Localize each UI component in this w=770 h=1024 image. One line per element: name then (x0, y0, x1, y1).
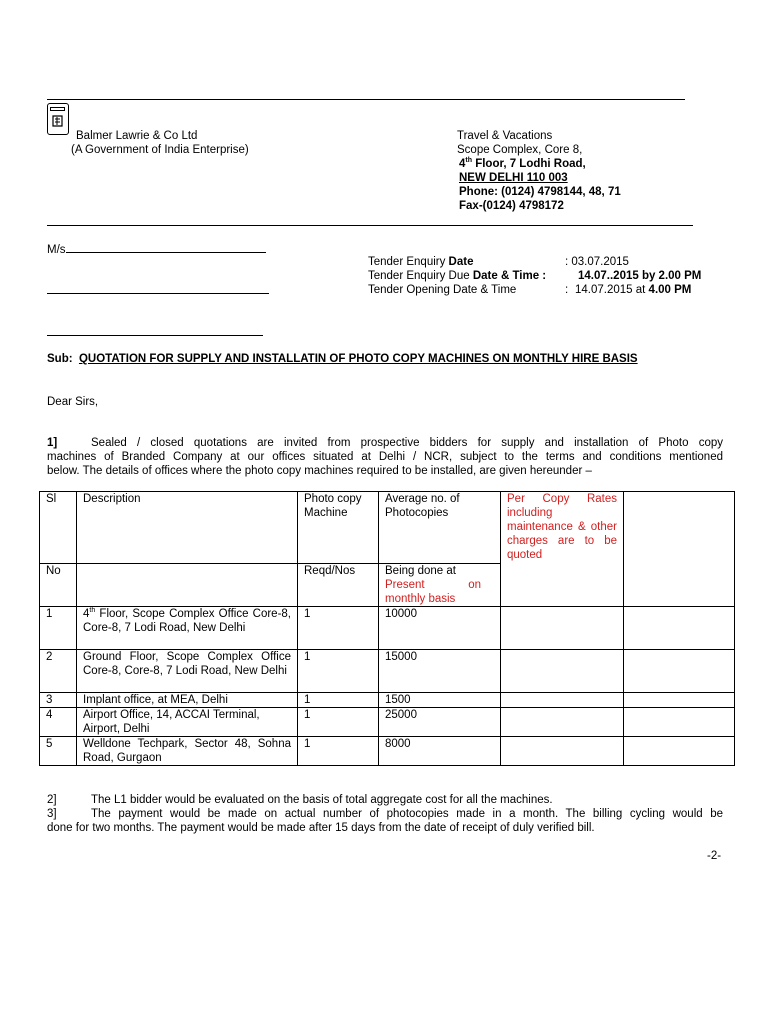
row-description: 4th Floor, Scope Complex Office Core-8, Core-8, 7 Lodi Road, New Delhi (77, 607, 298, 650)
address-line-3: NEW DELHI 110 003 (459, 172, 568, 184)
para3-line-2: done for two months. The payment would be made after 15 days from the date of receipt of duly verified bill. (47, 822, 595, 834)
header-present: Present on monthly basis (385, 579, 481, 605)
tender-enquiry-date-value: : 03.07.2015 (565, 256, 629, 268)
row-rate (501, 650, 624, 693)
salutation: Dear Sirs, (47, 396, 99, 408)
row-extra (624, 737, 735, 766)
row-reqd: 1 (298, 737, 379, 766)
row-sl: 4 (40, 708, 77, 737)
row-rate (501, 737, 624, 766)
row-description: Ground Floor, Scope Complex Office Core-8, Core-8, 7 Lodi Road, New Delhi (77, 650, 298, 693)
row-average: 10000 (379, 607, 501, 650)
row-sl: 2 (40, 650, 77, 693)
table-row (40, 607, 735, 650)
table-row (40, 693, 735, 708)
header-extra (624, 492, 735, 607)
addressee-ms: M/s (47, 241, 266, 257)
para1-line-3: below. The details of offices where the photo copy machines required to be installed, are given hereunder – (47, 465, 592, 477)
tender-opening-date: Tender Opening Date & Time (368, 284, 517, 296)
tender-opening-colon: : (565, 284, 569, 296)
header-description-blank (77, 564, 298, 607)
header-being-done (379, 564, 501, 607)
para3-number: 3] (47, 808, 57, 820)
fax-line: Fax-(0124) 4798172 (459, 200, 564, 212)
tender-enquiry-date: Tender Enquiry Date (368, 256, 474, 268)
row-extra (624, 693, 735, 708)
addressee-blank-line-2 (47, 282, 269, 294)
row-extra (624, 607, 735, 650)
tender-opening-date-value: 14.07.2015 at 4.00 PM (575, 284, 692, 296)
para1-line-2: machines of Branded Company at our offices situated at Delhi / NCR, subject to the terms and conditions mentioned (47, 451, 723, 463)
header-no: No (40, 564, 77, 607)
table-row (40, 650, 735, 693)
address-line-1: Scope Complex, Core 8, (457, 144, 583, 156)
row-rate (501, 607, 624, 650)
row-description: Airport Office, 14, ACCAI Terminal, Airport, Delhi (77, 708, 298, 737)
subject-line: Sub: QUOTATION FOR SUPPLY AND INSTALLATIN OF PHOTO COPY MACHINES ON MONTHLY HIRE BASIS (47, 353, 638, 365)
row-rate (501, 708, 624, 737)
row-reqd: 1 (298, 708, 379, 737)
row-extra (624, 708, 735, 737)
para2-number: 2] (47, 794, 57, 806)
header-being-done-line: Being done at (385, 565, 456, 577)
row-description: Welldone Techpark, Sector 48, Sohna Road, Gurgaon (77, 737, 298, 766)
para1-number: 1] (47, 437, 58, 449)
header-rates: Per Copy Rates including maintenance & other charges are to be quoted (501, 492, 624, 607)
header-description: Description (77, 492, 298, 564)
row-average: 1500 (379, 693, 501, 708)
row-sl: 5 (40, 737, 77, 766)
row-reqd: 1 (298, 693, 379, 708)
tender-due-date: Tender Enquiry Due Date & Time : (368, 270, 547, 282)
header-machine: Photo copy Machine (298, 492, 379, 564)
row-rate (501, 693, 624, 708)
top-rule (47, 99, 685, 100)
offices-table (39, 491, 735, 766)
row-extra (624, 650, 735, 693)
company-logo (47, 103, 69, 135)
header-reqd: Reqd/Nos (298, 564, 379, 607)
row-sl: 3 (40, 693, 77, 708)
row-description: Implant office, at MEA, Delhi (77, 693, 298, 708)
para3-line-1: The payment would be made on actual number of photocopies made in a month. The billing cycling would be (91, 808, 723, 820)
row-reqd: 1 (298, 650, 379, 693)
table-row (40, 737, 735, 766)
row-reqd: 1 (298, 607, 379, 650)
address-line-2: 4th Floor, 7 Lodhi Road, (459, 157, 586, 170)
tender-due-date-value: 14.07..2015 by 2.00 PM (578, 270, 702, 282)
table-row (40, 708, 735, 737)
header-sl: Sl (40, 492, 77, 564)
para1-line-1: Sealed / closed quotations are invited from prospective bidders for supply and installation of Photo copy (91, 437, 723, 449)
row-average: 15000 (379, 650, 501, 693)
page-number: -2- (707, 850, 722, 862)
header-average: Average no. of Photocopies (379, 492, 501, 564)
company-name: Balmer Lawrie & Co Ltd (76, 130, 198, 142)
header-rule (47, 225, 693, 226)
row-average: 25000 (379, 708, 501, 737)
table-header-row (40, 492, 735, 564)
para2-text: The L1 bidder would be evaluated on the basis of total aggregate cost for all the machines. (91, 794, 553, 806)
company-subtitle: (A Government of India Enterprise) (71, 144, 249, 156)
phone-line: Phone: (0124) 4798144, 48, 71 (459, 186, 621, 198)
row-average: 8000 (379, 737, 501, 766)
division-name: Travel & Vacations (457, 130, 553, 142)
row-sl: 1 (40, 607, 77, 650)
addressee-blank-line-3 (47, 324, 263, 336)
